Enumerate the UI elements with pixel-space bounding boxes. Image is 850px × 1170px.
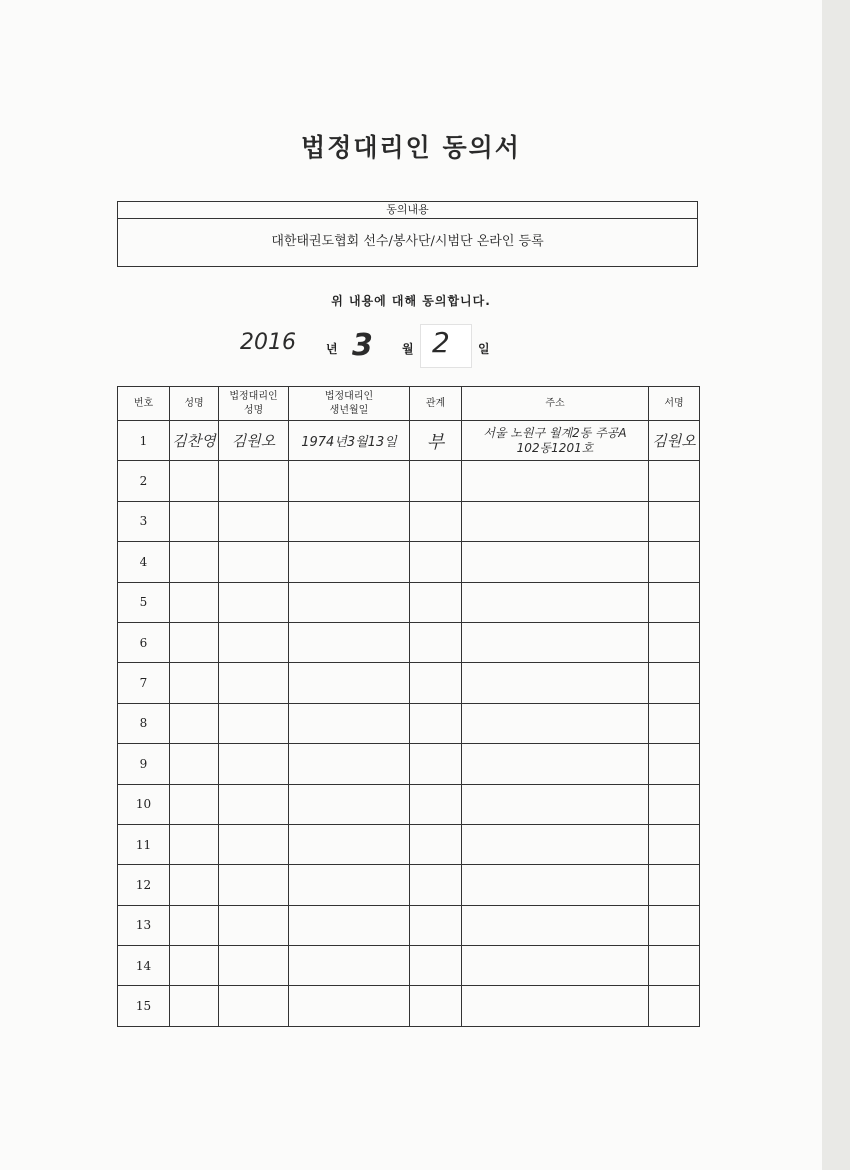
guardian-birthdate-cell [289,542,410,582]
date-month-label: 월 [402,342,414,356]
guardian-name-cell [219,824,289,864]
table-row [118,744,700,784]
address-cell [462,784,649,824]
student-name-cell [170,784,219,824]
guardian-name-cell [219,501,289,541]
relation-cell [410,784,462,824]
col-guardian-birth-header: 법정대리인 생년월일 [289,387,410,421]
signature-cell [649,663,700,703]
table-row [118,461,700,501]
signature-cell [649,744,700,784]
row-number-cell: 4 [118,542,170,582]
guardian-birthdate-cell [289,986,410,1026]
consent-heading: 동의내용 [118,202,697,219]
signature-cell [649,501,700,541]
guardian-name-cell [219,986,289,1026]
signature-cell: 김원오 [649,421,700,461]
relation-cell: 부 [410,421,462,461]
consent-body: 대한태권도협회 선수/봉사단/시범단 온라인 등록 [271,234,544,249]
student-name-cell [170,865,219,905]
guardian-name-cell [219,946,289,986]
address-cell [462,824,649,864]
address-cell [462,744,649,784]
col-name-header: 성명 [170,387,219,421]
address-cell [462,905,649,945]
guardian-name-cell [219,905,289,945]
relation-cell [410,744,462,784]
guardian-birthdate-cell [289,744,410,784]
row-number-cell: 5 [118,582,170,622]
guardian-table [117,386,700,1027]
student-name-cell [170,703,219,743]
agreement-text: 위 내용에 대해 동의합니다. [331,294,491,308]
student-name-cell [170,542,219,582]
student-name-cell: 김찬영 [170,421,219,461]
guardian-birthdate-cell [289,703,410,743]
guardian-birthdate-cell [289,905,410,945]
row-number-cell: 15 [118,986,170,1026]
table-header-row [118,387,700,421]
student-name-cell [170,986,219,1026]
date-line [0,328,822,368]
guardian-birthdate-cell [289,784,410,824]
relation-cell [410,946,462,986]
relation-cell [410,986,462,1026]
guardian-name-cell [219,542,289,582]
signature-cell [649,784,700,824]
table-row [118,986,700,1026]
guardian-name-cell [219,703,289,743]
page-edge [822,0,850,1170]
date-day: 2 [432,326,450,359]
address-cell [462,946,649,986]
address-cell [462,703,649,743]
guardian-name-cell [219,663,289,703]
guardian-name-cell [219,784,289,824]
guardian-name-cell [219,461,289,501]
table-row [118,582,700,622]
col-number-header: 번호 [118,387,170,421]
address-cell [462,542,649,582]
guardian-birthdate-cell [289,622,410,662]
row-number-cell: 3 [118,501,170,541]
student-name-cell [170,946,219,986]
table-row [118,865,700,905]
table-row [118,622,700,662]
table-body [118,421,700,1027]
row-number-cell: 7 [118,663,170,703]
row-number-cell: 12 [118,865,170,905]
row-number-cell: 11 [118,824,170,864]
guardian-birthdate-cell [289,461,410,501]
consent-box [117,201,698,267]
address-cell: 서울 노원구 월계2동 주공A 102동1201호 [462,421,649,461]
student-name-cell [170,824,219,864]
relation-cell [410,824,462,864]
relation-cell [410,622,462,662]
guardian-birthdate-cell [289,582,410,622]
table-row [118,703,700,743]
signature-cell [649,461,700,501]
row-number-cell: 6 [118,622,170,662]
relation-cell [410,501,462,541]
row-number-cell: 1 [118,421,170,461]
table-row [118,905,700,945]
address-cell [462,461,649,501]
signature-cell [649,622,700,662]
row-number-cell: 10 [118,784,170,824]
address-cell [462,622,649,662]
student-name-cell [170,582,219,622]
guardian-birthdate-cell: 1974년3월13일 [289,421,410,461]
date-year: 2016 [240,330,296,355]
address-cell [462,582,649,622]
student-name-cell [170,461,219,501]
table-row [118,824,700,864]
relation-cell [410,905,462,945]
guardian-name-cell: 김원오 [219,421,289,461]
signature-cell [649,946,700,986]
date-day-label: 일 [478,342,490,356]
address-cell [462,501,649,541]
date-year-label: 년 [326,342,338,356]
guardian-birthdate-cell [289,946,410,986]
signature-cell [649,986,700,1026]
document-title: 법정대리인 동의서 [301,133,521,162]
relation-cell [410,663,462,703]
date-month: 3 [352,328,373,363]
student-name-cell [170,905,219,945]
row-number-cell: 13 [118,905,170,945]
signature-cell [649,824,700,864]
guardian-birthdate-cell [289,824,410,864]
table-row [118,946,700,986]
address-cell [462,865,649,905]
row-number-cell: 2 [118,461,170,501]
relation-cell [410,865,462,905]
table-row [118,421,700,461]
address-cell [462,986,649,1026]
col-address-header: 주소 [462,387,649,421]
row-number-cell: 14 [118,946,170,986]
row-number-cell: 8 [118,703,170,743]
student-name-cell [170,622,219,662]
table-row [118,542,700,582]
guardian-birthdate-cell [289,501,410,541]
student-name-cell [170,663,219,703]
student-name-cell [170,501,219,541]
address-cell [462,663,649,703]
guardian-name-cell [219,582,289,622]
guardian-birthdate-cell [289,865,410,905]
student-name-cell [170,744,219,784]
table-row [118,501,700,541]
table-row [118,784,700,824]
signature-cell [649,582,700,622]
signature-cell [649,865,700,905]
guardian-name-cell [219,744,289,784]
signature-cell [649,542,700,582]
relation-cell [410,542,462,582]
col-signature-header: 서명 [649,387,700,421]
col-guardian-name-header: 법정대리인 성명 [219,387,289,421]
signature-cell [649,703,700,743]
relation-cell [410,703,462,743]
signature-cell [649,905,700,945]
guardian-name-cell [219,865,289,905]
table-row [118,663,700,703]
relation-cell [410,461,462,501]
col-relation-header: 관계 [410,387,462,421]
guardian-birthdate-cell [289,663,410,703]
guardian-name-cell [219,622,289,662]
row-number-cell: 9 [118,744,170,784]
relation-cell [410,582,462,622]
